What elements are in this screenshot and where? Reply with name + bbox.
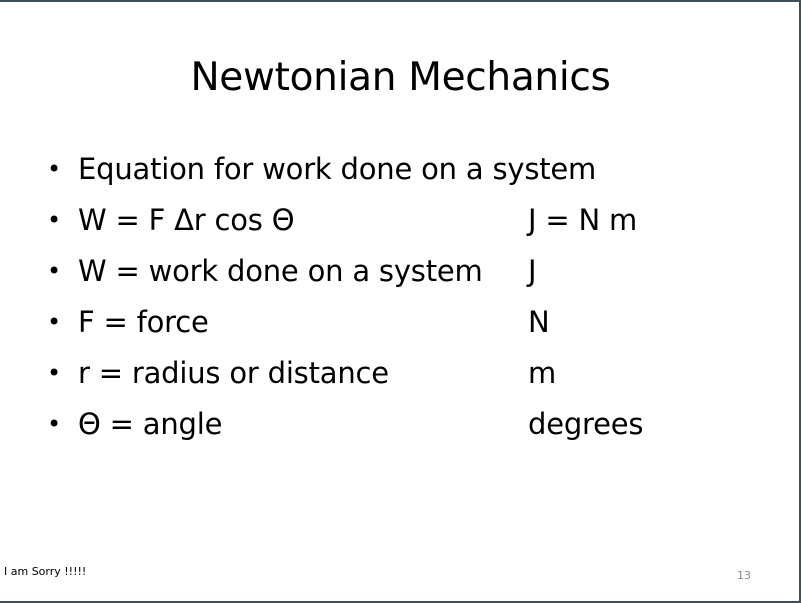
bullet-marker-icon: • [47,359,62,387]
bullet-text: F = force [78,305,209,339]
bullet-marker-icon: • [47,308,62,336]
bullet-item [0,146,801,197]
bullet-unit: degrees [528,407,644,441]
bullet-marker-icon: • [47,410,62,438]
bullet-marker-icon: • [47,155,62,183]
bullet-item [0,401,801,452]
page-number: 13 [737,569,751,582]
bullet-unit: N [528,305,550,339]
bullet-marker-icon: • [47,206,62,234]
bullet-list [0,146,801,452]
bullet-unit: m [528,356,557,390]
bullet-item [0,350,801,401]
bullet-item [0,299,801,350]
bullet-text: r = radius or distance [78,356,389,390]
bullet-text: Θ = angle [78,407,223,441]
bullet-marker-icon: • [47,257,62,285]
bullet-unit: J = N m [528,203,638,237]
bullet-text: W = F Δr cos Θ [78,203,295,237]
bullet-text: Equation for work done on a system [78,152,597,186]
slide-title: Newtonian Mechanics [190,55,611,100]
bullet-item [0,197,801,248]
bullet-unit: J [528,254,537,288]
bullet-item [0,248,801,299]
bullet-text: W = work done on a system [78,254,483,288]
footer-note: I am Sorry !!!!! [4,565,87,578]
